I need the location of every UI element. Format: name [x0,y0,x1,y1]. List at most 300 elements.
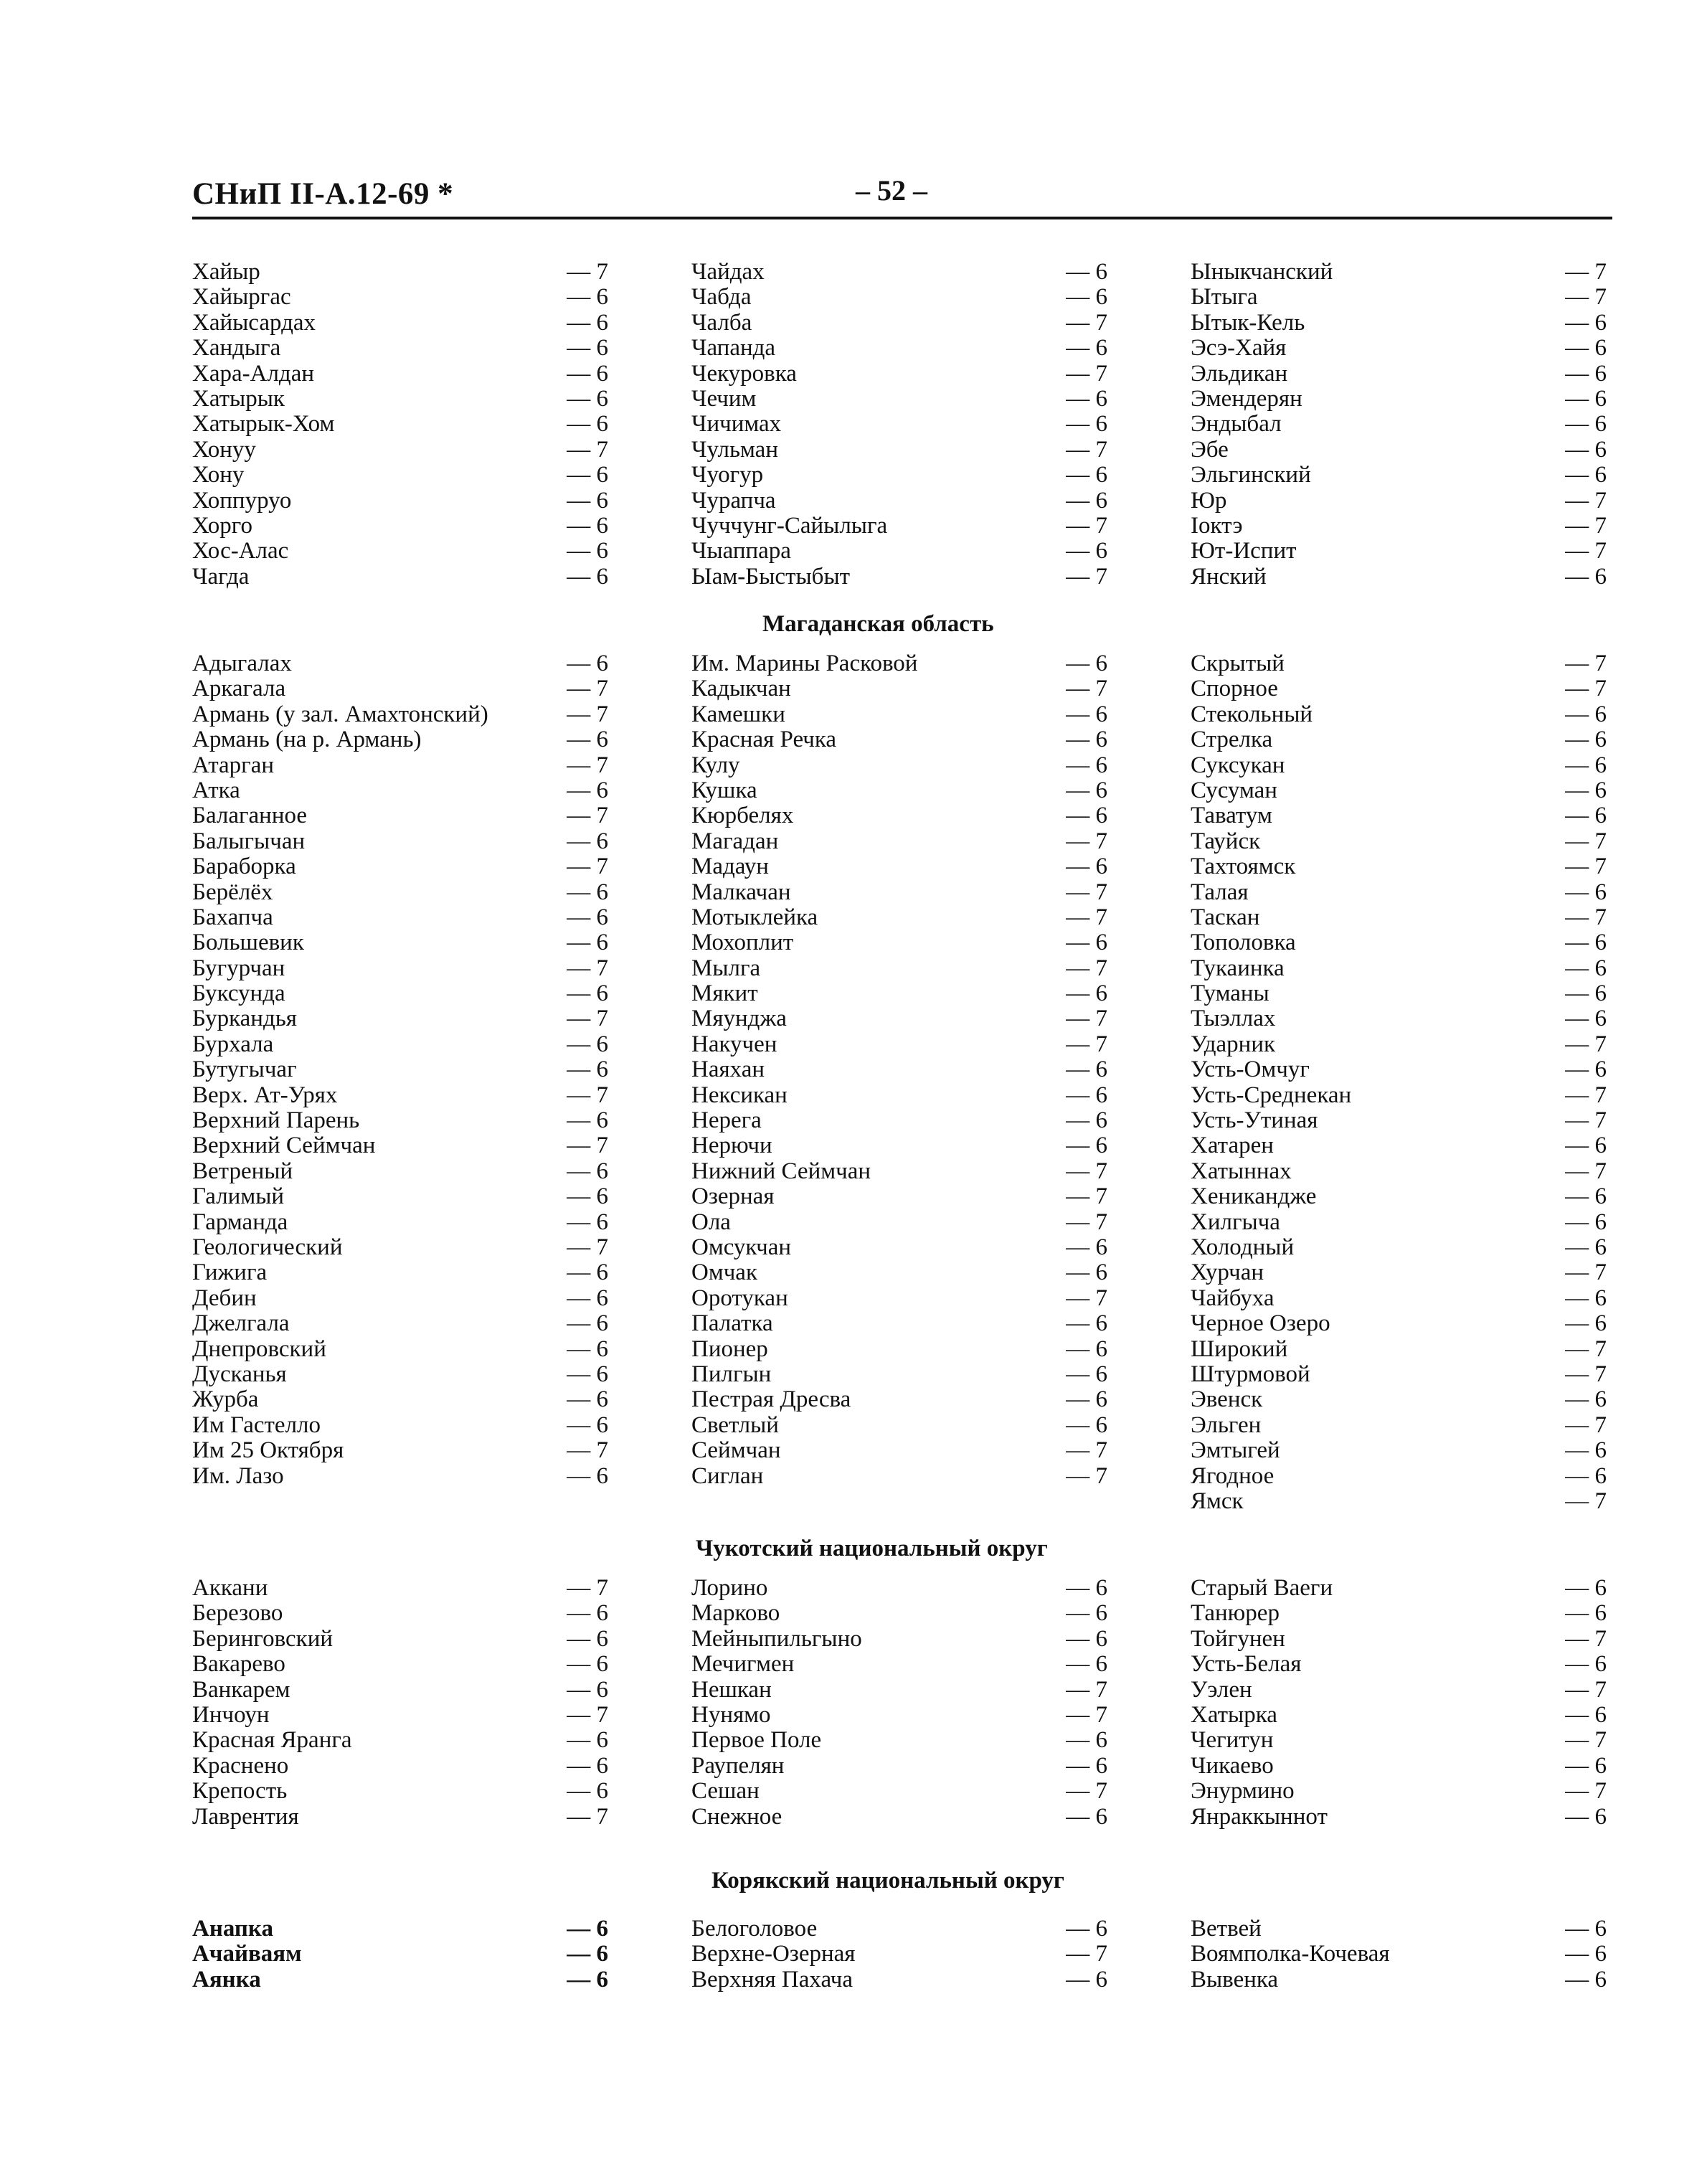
page-number: – 52 – [856,174,927,207]
list-item [691,1057,1107,1082]
zone-value: — 6 [1565,1133,1607,1159]
list-item [192,1601,608,1626]
list-item [1191,1032,1607,1057]
place-name: Галимый [192,1183,285,1210]
place-name: Чурапча [691,487,776,514]
place-name: Тахтоямск [1191,854,1296,880]
list-item [691,905,1107,930]
list-item [1191,311,1607,336]
zone-value: — 6 [567,360,608,387]
place-name: Буркандья [192,1006,297,1032]
list-item [192,1032,608,1057]
zone-value: — 6 [567,1361,608,1387]
list-item [192,1387,608,1412]
list-item [1191,930,1607,955]
list-item [1191,778,1607,803]
place-name: Тауйск [1191,828,1261,854]
zone-value: — 7 [567,1082,608,1108]
zone-value: — 6 [567,777,608,803]
zone-value: — 6 [1066,1916,1107,1942]
place-name: Бахапча [192,904,273,930]
zone-value: — 6 [567,563,608,590]
zone-value: — 6 [567,1676,608,1703]
zone-value: — 6 [1565,563,1607,590]
zone-value: — 6 [567,930,608,956]
zone-value: — 6 [1565,930,1607,956]
list-item [1191,1601,1607,1626]
list-item [192,1627,608,1652]
place-name: Атарган [192,752,275,778]
place-name: Спорное [1191,676,1278,702]
zone-value: — 6 [1565,1916,1607,1942]
list-item [691,1006,1107,1031]
place-name: Мяунджа [691,1006,787,1032]
zone-value: — 6 [1066,1361,1107,1387]
zone-value: — 6 [1066,1056,1107,1083]
list-item [1191,438,1607,463]
zone-value: — 6 [1066,1803,1107,1830]
list-item [691,1286,1107,1311]
zone-value: — 7 [1066,1437,1107,1464]
place-name: Балыгычан [192,828,306,854]
place-name: Ыныкчанский [1191,259,1333,285]
list-item [192,1678,608,1703]
list-item [192,260,608,285]
zone-value: — 6 [1066,651,1107,676]
place-name: Ытык-Кель [1191,309,1305,336]
zone-value: — 7 [1565,854,1607,880]
place-name: Гарманда [192,1209,288,1235]
list-item [691,651,1107,676]
place-name: Чуччунг-Сайылыга [691,512,888,539]
zone-value: — 6 [1066,1412,1107,1438]
place-name: Сусуман [1191,777,1277,803]
list-item [691,488,1107,514]
list-item [1191,1362,1607,1387]
place-name: Сеймчан [691,1437,781,1464]
list-item [1191,387,1607,412]
place-name: Сиглан [691,1462,764,1489]
list-item [691,361,1107,387]
zone-value: — 6 [1565,1966,1607,1992]
list-item [1191,1703,1607,1728]
place-name: Хонуу [192,436,256,463]
zone-value: — 7 [1565,1625,1607,1652]
zone-value: — 6 [1565,385,1607,412]
place-name: Инчоун [192,1701,270,1728]
zone-value: — 7 [567,1803,608,1830]
place-name: Чуогур [691,462,764,488]
zone-value: — 7 [1066,1285,1107,1311]
zone-value: — 7 [1565,1488,1607,1514]
list-item [1191,829,1607,854]
list-item [1191,564,1607,590]
place-name: Дусканья [192,1361,287,1387]
zone-value: — 7 [1565,904,1607,930]
list-item [691,1311,1107,1336]
place-name: Хайысардах [192,309,316,336]
column-3 [1191,651,1607,1514]
place-name: Ола [691,1209,731,1235]
list-item [192,778,608,803]
place-name: Буксунда [192,980,285,1007]
zone-value: — 6 [1066,462,1107,488]
place-name: Красная Яранга [192,1727,352,1754]
place-name: Мякит [691,980,758,1007]
list-item [192,1576,608,1601]
list-item [1191,981,1607,1006]
zone-value: — 6 [1565,1310,1607,1337]
zone-value: — 6 [1066,1336,1107,1362]
place-name: Хурчан [1191,1259,1264,1286]
zone-value: — 7 [1565,828,1607,854]
list-item [1191,1286,1607,1311]
zone-value: — 7 [567,436,608,463]
zone-value: — 6 [1565,879,1607,905]
list-item [691,1235,1107,1260]
place-name: Адыгалах [192,651,292,676]
zone-value: — 6 [1565,752,1607,778]
place-name: Армань (у зал. Амахтонский) [192,701,488,727]
list-item [192,514,608,539]
zone-value: — 6 [567,1183,608,1210]
place-name: Ванкарем [192,1676,290,1703]
place-name: Ioктэ [1191,512,1243,539]
list-item [691,1159,1107,1184]
list-item [1191,702,1607,727]
list-item [192,1728,608,1753]
zone-value: — 7 [1066,1031,1107,1057]
zone-value: — 7 [1066,1183,1107,1210]
place-name: Янский [1191,563,1267,590]
list-item [691,727,1107,752]
zone-value: — 7 [1066,1701,1107,1728]
zone-value: — 6 [1066,1752,1107,1779]
zone-value: — 6 [567,1727,608,1754]
list-item [691,463,1107,488]
list-item [691,1083,1107,1108]
place-name: Краснено [192,1752,289,1779]
place-name: Нерега [691,1107,762,1134]
place-name: Аянка [192,1966,261,1992]
list-item [691,676,1107,701]
zone-value: — 6 [567,512,608,539]
place-name: Хатырка [1191,1701,1277,1728]
list-item [192,651,608,676]
place-name: Мадаун [691,854,769,880]
zone-value: — 6 [567,1386,608,1413]
place-name: Армань (на р. Армань) [192,727,422,753]
zone-value: — 6 [567,1651,608,1678]
zone-value: — 7 [567,1575,608,1601]
list-item [1191,905,1607,930]
list-item [192,1235,608,1260]
list-item [1191,880,1607,905]
zone-value: — 6 [1066,538,1107,564]
zone-value: — 6 [1066,1310,1107,1337]
place-name: Хайыр [192,259,260,285]
list-item [192,981,608,1006]
zone-value: — 7 [1565,487,1607,514]
zone-value: — 7 [1565,1082,1607,1108]
zone-value: — 6 [567,487,608,514]
place-name: Усть-Среднекан [1191,1082,1352,1108]
section-title: Магаданская область [762,611,994,637]
list-item [192,539,608,564]
zone-value: — 7 [1066,309,1107,336]
list-item [192,285,608,310]
place-name: Таватум [1191,803,1272,829]
place-name: Танюрер [1191,1600,1280,1627]
zone-value: — 6 [567,1966,608,1992]
place-name: Раупелян [691,1752,785,1779]
place-name: Хара-Алдан [192,360,315,387]
place-name: Хос-Алас [192,538,289,564]
list-item [192,387,608,412]
place-name: Джелгала [192,1310,290,1337]
zone-value: — 7 [1565,1727,1607,1754]
place-name: Верхний Сеймчан [192,1133,376,1159]
place-name: Ыам-Быстыбыт [691,563,851,590]
list-item [1191,361,1607,387]
zone-value: — 6 [1565,1941,1607,1967]
list-item [192,1337,608,1362]
place-name: Беринговский [192,1625,334,1652]
zone-value: — 6 [1565,1386,1607,1413]
place-name: Хатарен [1191,1133,1274,1159]
place-name: Мылга [691,955,761,981]
zone-value: — 6 [567,1259,608,1286]
place-name: Скрытый [1191,651,1285,676]
list-item [1191,1438,1607,1463]
list-item [1191,1916,1607,1942]
place-name: Геологический [192,1234,343,1260]
list-item [1191,1464,1607,1489]
place-name: Бутугычаг [192,1056,297,1083]
place-name: Ямск [1191,1488,1244,1514]
place-name: Нижний Сеймчан [691,1158,871,1184]
list-item [192,930,608,955]
zone-value: — 7 [567,854,608,880]
zone-value: — 6 [1066,411,1107,438]
list-item [192,1006,608,1031]
zone-value: — 6 [1066,487,1107,514]
list-item [1191,1967,1607,1992]
list-item [192,361,608,387]
list-item [192,1967,608,1992]
place-name: Тойгунен [1191,1625,1285,1652]
list-item [691,1032,1107,1057]
place-name: Атка [192,777,240,803]
list-item [691,854,1107,879]
place-name: Бурхала [192,1031,274,1057]
list-item [192,803,608,828]
place-name: Верхний Парень [192,1107,360,1134]
column-2 [691,1576,1107,1830]
zone-value: — 7 [1565,512,1607,539]
list-item [691,1413,1107,1438]
place-name: Широкий [1191,1336,1288,1362]
column-2 [691,260,1107,590]
place-name: Туманы [1191,980,1269,1007]
zone-value: — 6 [1565,1462,1607,1489]
zone-value: — 6 [1066,1107,1107,1134]
place-name: Хоппуруо [192,487,292,514]
zone-value: — 6 [1066,1651,1107,1678]
list-item [192,412,608,437]
place-name: Сешан [691,1778,760,1805]
place-name: Дебин [192,1285,257,1311]
place-name: Хайыргас [192,284,291,311]
list-item [192,905,608,930]
place-name: Эсэ-Хайя [1191,335,1287,361]
list-item [691,1627,1107,1652]
zone-value: — 6 [567,1752,608,1779]
place-name: Нунямо [691,1701,771,1728]
list-item [192,1057,608,1082]
zone-value: — 6 [1565,803,1607,829]
place-name: Эндыбал [1191,411,1282,438]
zone-value: — 7 [1565,1778,1607,1805]
list-item [192,1083,608,1108]
zone-value: — 6 [1565,462,1607,488]
list-item [1191,539,1607,564]
header-rule [192,217,1612,219]
zone-value: — 7 [1066,955,1107,981]
place-name: Верхне-Озерная [691,1941,856,1967]
zone-value: — 7 [567,259,608,285]
place-name: Хилгыча [1191,1209,1280,1235]
section-title: Чукотский национальный округ [696,1536,1048,1561]
place-name: Омчак [691,1259,757,1286]
list-item [192,829,608,854]
zone-value: — 6 [1565,1803,1607,1830]
place-name: Уэлен [1191,1676,1252,1703]
list-item [192,311,608,336]
section-title: Корякский национальный округ [711,1868,1064,1894]
place-name: Чыаппара [691,538,791,564]
zone-value: — 7 [1565,538,1607,564]
zone-value: — 6 [1565,1651,1607,1678]
list-item [1191,1133,1607,1158]
list-item [192,1754,608,1779]
list-item [192,854,608,879]
place-name: Эбе [1191,436,1229,463]
place-name: Мечигмен [691,1651,795,1678]
place-name: Пестрая Дресва [691,1386,851,1413]
list-item [691,387,1107,412]
list-item [691,539,1107,564]
place-name: Чайдах [691,259,765,285]
place-name: Чагда [192,563,250,590]
zone-value: — 7 [1066,1006,1107,1032]
zone-value: — 6 [567,727,608,753]
place-name: Гижига [192,1259,268,1286]
list-item [192,1703,608,1728]
list-item [691,778,1107,803]
zone-value: — 6 [1565,309,1607,336]
zone-value: — 7 [1066,1462,1107,1489]
place-name: Усть-Утиная [1191,1107,1318,1134]
list-item [691,829,1107,854]
place-name: Березово [192,1600,283,1627]
zone-value: — 6 [1565,1752,1607,1779]
zone-value: — 6 [1565,955,1607,981]
zone-value: — 6 [1565,1234,1607,1260]
list-item [192,1133,608,1158]
list-item [1191,1413,1607,1438]
place-name: Чайбуха [1191,1285,1275,1311]
place-name: Ачайваям [192,1941,302,1967]
list-item [691,1438,1107,1463]
list-item [192,753,608,778]
place-name: Наяхан [691,1056,765,1083]
place-name: Верх. Ат-Урях [192,1082,338,1108]
place-name: Хатырык-Хом [192,411,335,438]
zone-value: — 6 [1565,980,1607,1007]
list-item [691,930,1107,955]
place-name: Штурмовой [1191,1361,1310,1387]
zone-value: — 7 [567,1437,608,1464]
list-item [192,1805,608,1830]
zone-value: — 6 [1066,284,1107,311]
list-item [1191,336,1607,361]
place-name: Кушка [691,777,757,803]
zone-value: — 6 [567,284,608,311]
place-name: Энурмино [1191,1778,1295,1805]
zone-value: — 6 [1565,777,1607,803]
place-name: Эльгинский [1191,462,1311,488]
zone-value: — 6 [567,651,608,676]
place-name: Малкачан [691,879,791,905]
column-2 [691,651,1107,1489]
zone-value: — 6 [567,1107,608,1134]
place-name: Анапка [192,1916,273,1942]
zone-value: — 6 [1066,752,1107,778]
place-name: Янраккыннот [1191,1803,1328,1830]
list-item [1191,854,1607,879]
zone-value: — 7 [1066,676,1107,702]
list-item [1191,1805,1607,1830]
zone-value: — 7 [567,955,608,981]
place-name: Лаврентия [192,1803,299,1830]
list-item [691,311,1107,336]
list-item [691,1576,1107,1601]
place-name: Им. Марины Расковой [691,651,918,676]
list-item [192,1159,608,1184]
zone-value: — 7 [1066,879,1107,905]
zone-value: — 6 [1066,777,1107,803]
zone-value: — 7 [1066,1676,1107,1703]
place-name: Чульман [691,436,778,463]
place-name: Воямполка-Кочевая [1191,1941,1390,1967]
zone-value: — 6 [1565,701,1607,727]
list-item [1191,651,1607,676]
column-3 [1191,260,1607,590]
list-item [691,1942,1107,1967]
column-2 [691,1916,1107,1992]
zone-value: — 6 [1066,1259,1107,1286]
zone-value: — 7 [1565,1158,1607,1184]
place-name: Эвенск [1191,1386,1263,1413]
list-item [192,1652,608,1677]
list-item [691,1728,1107,1753]
zone-value: — 7 [1066,563,1107,590]
list-item [192,1942,608,1967]
zone-value: — 7 [1565,1336,1607,1362]
list-item [691,1652,1107,1677]
place-name: Днепровский [192,1336,326,1362]
